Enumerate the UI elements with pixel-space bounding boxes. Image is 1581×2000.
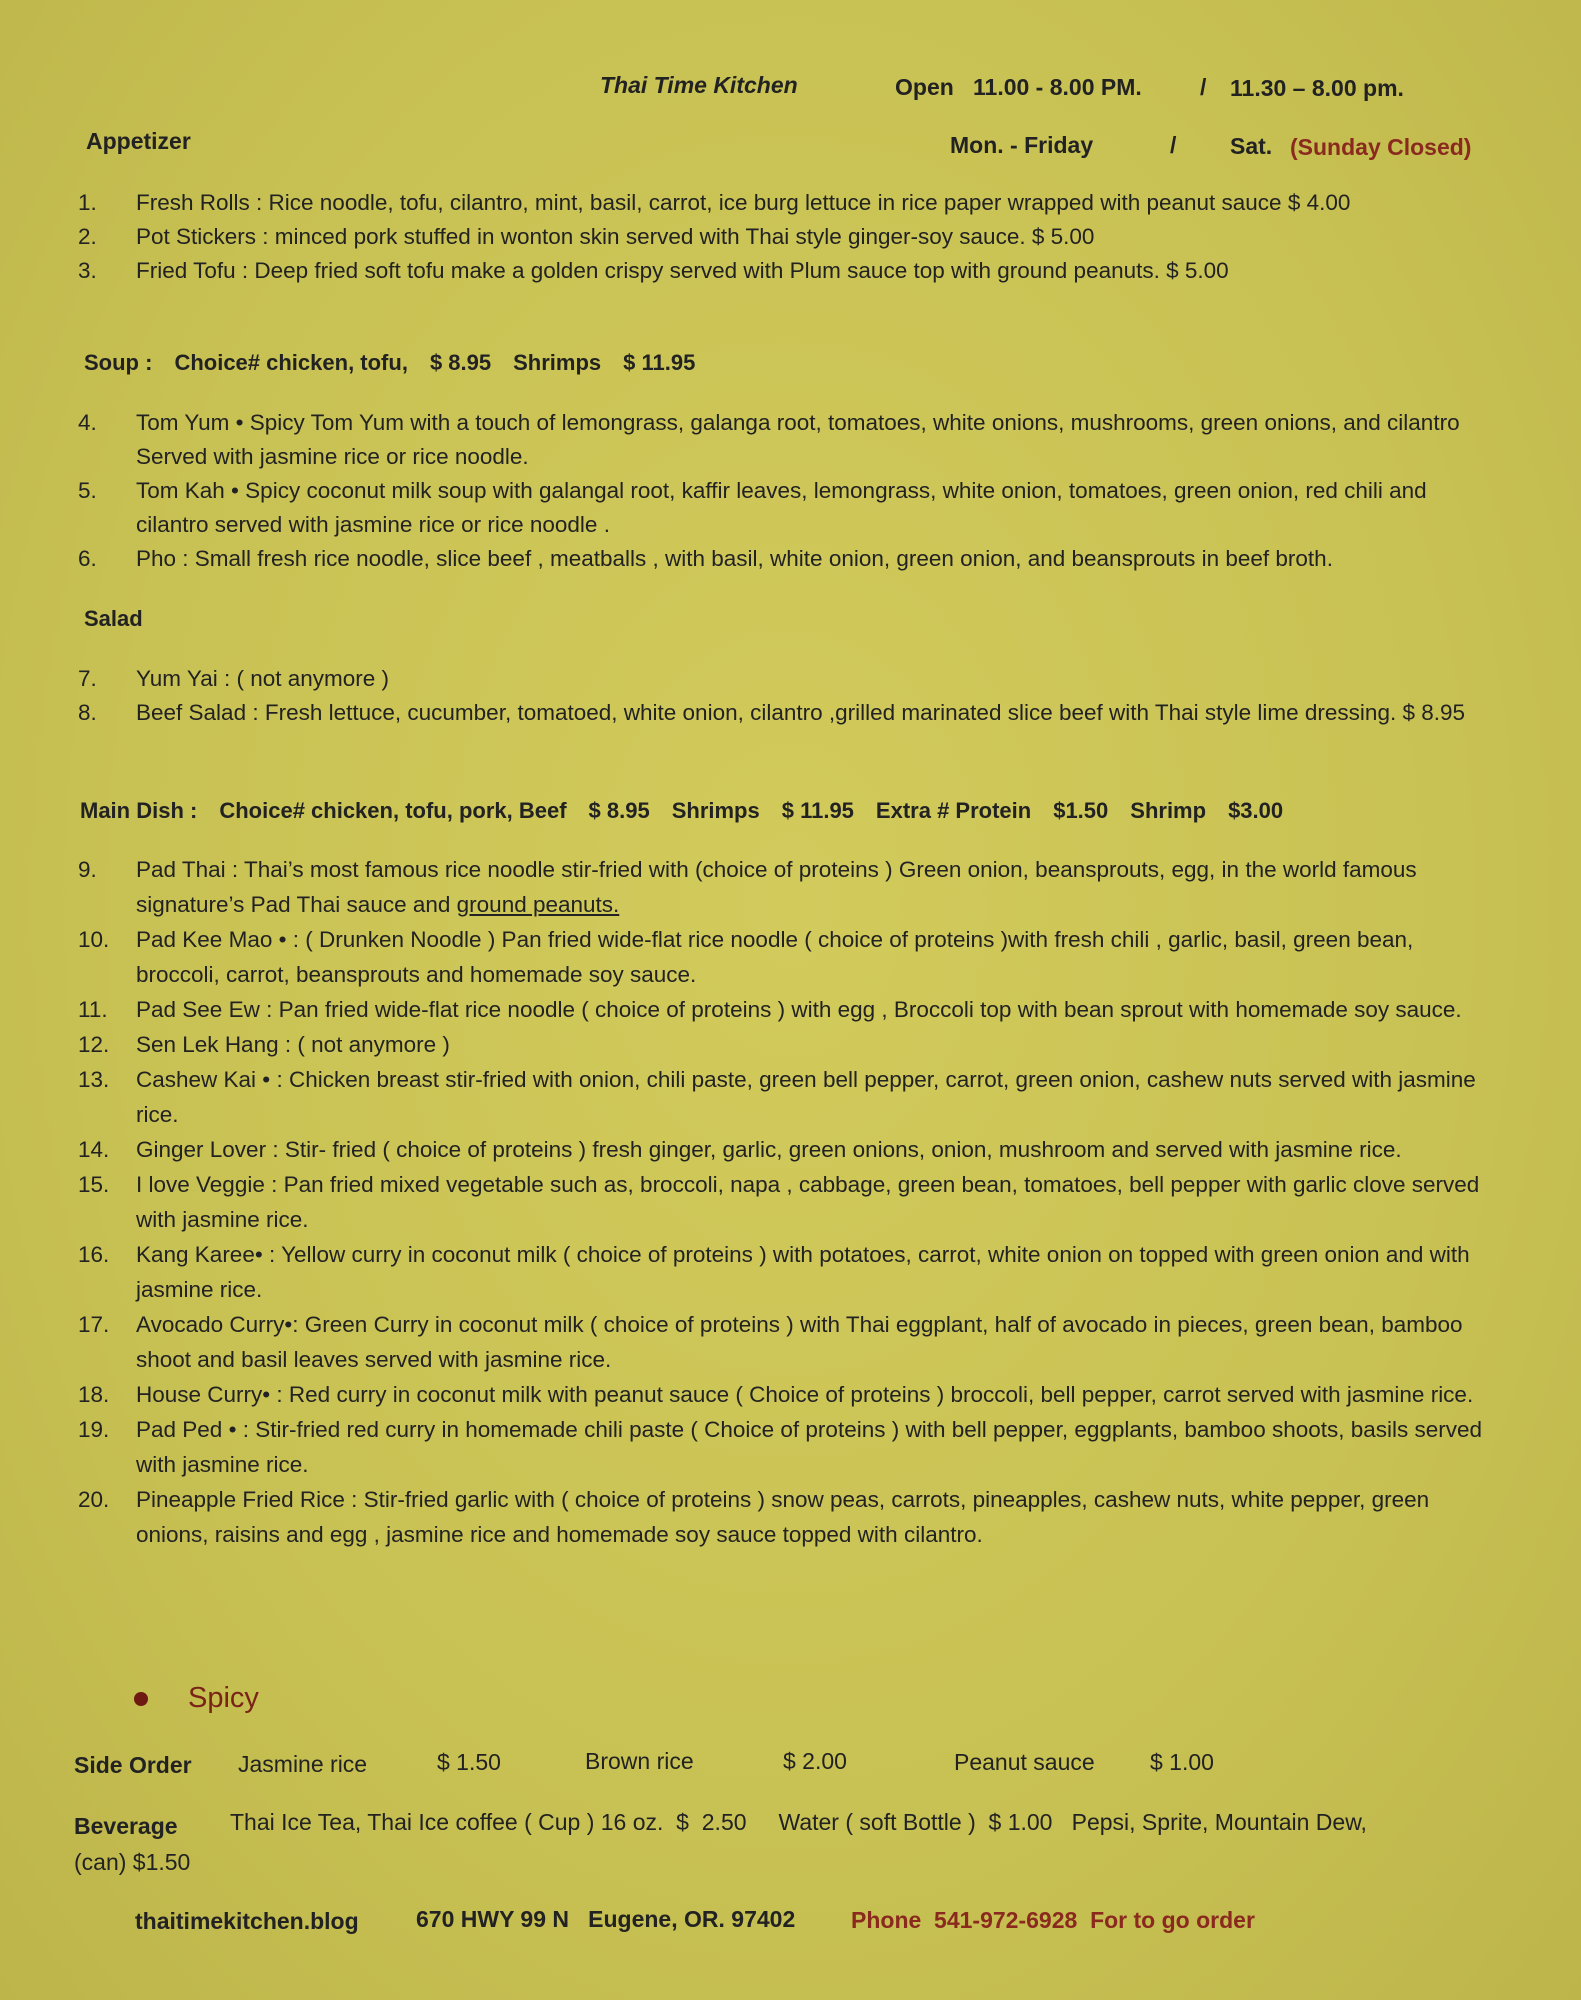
item-text: Tom Yum • Spicy Tom Yum with a touch of lemongrass, galanga root, tomatoes, white onions, mushrooms, green onions, and cilantro Served with jasmine rice or rice noodle.	[136, 410, 1460, 469]
item-text: Kang Karee• : Yellow curry in coconut milk ( choice of proteins ) with potatoes, carrot, white onion on topped with green onion and with jasmine rice.	[136, 1242, 1470, 1302]
pad-thai-text: Pad Thai : Thai’s most famous rice noodle stir-fried with (choice of proteins ) Green onion, beansprouts, egg, in the world famous signature’s Pad Thai sauce and	[136, 857, 1417, 917]
item-number: 19.	[78, 1417, 110, 1442]
open-label: Open	[895, 74, 954, 100]
main-dish-list	[78, 852, 1498, 1552]
item-number: 16.	[78, 1242, 110, 1267]
beverage-line-2: (can) $1.50	[74, 1849, 191, 1875]
item-text: House Curry• : Red curry in coconut milk with peanut sauce ( Choice of proteins ) broccoli, bell pepper, carrot served with jasmine rice.	[136, 1382, 1474, 1407]
soup-list	[78, 406, 1498, 576]
list-item	[78, 1307, 1498, 1377]
list-item	[78, 186, 1498, 220]
item-text: Pad See Ew : Pan fried wide-flat rice noodle ( choice of proteins ) with egg , Broccoli top with bean sprout with homemade soy sauce.	[136, 997, 1462, 1022]
list-item	[78, 1027, 1498, 1062]
main-title: Main Dish :	[80, 798, 198, 823]
list-item	[78, 406, 1498, 474]
main-choice: Choice# chicken, tofu, pork, Beef	[219, 798, 567, 823]
item-text: Fried Tofu : Deep fried soft tofu make a golden crispy served with Plum sauce top with ground peanuts. $ 5.00	[136, 258, 1229, 283]
main-extra-label: Extra # Protein	[875, 798, 1032, 823]
side-peanut-price: $ 1.00	[1150, 1749, 1214, 1775]
beverage-title: Beverage	[74, 1813, 178, 1839]
soup-shrimp-label: Shrimps	[513, 350, 602, 375]
main-extra-shrimp-label: Shrimp	[1130, 798, 1207, 823]
item-text: Fresh Rolls : Rice noodle, tofu, cilantro, mint, basil, carrot, ice burg lettuce in rice paper wrapped with peanut sauce $ 4.00	[136, 190, 1351, 215]
main-price: $ 8.95	[588, 798, 650, 823]
restaurant-name: Thai Time Kitchen	[600, 72, 798, 98]
item-text: Pad Ped • : Stir-fried red curry in homemade chili paste ( Choice of proteins ) with bell pepper, eggplants, bamboo shoots, basils served with jasmine rice.	[136, 1417, 1483, 1477]
item-number: 1.	[78, 190, 97, 215]
item-number: 7.	[78, 666, 97, 691]
days-saturday: Sat.	[1230, 133, 1273, 159]
appetizer-title: Appetizer	[86, 128, 191, 154]
footer-phone: Phone 541-972-6928 For to go order	[851, 1907, 1255, 1933]
item-number: 2.	[78, 224, 97, 249]
item-text: Yum Yai : ( not anymore )	[136, 666, 390, 691]
appetizer-list	[78, 186, 1498, 288]
item-text: Pho : Small fresh rice noodle, slice beef , meatballs , with basil, white onion, green onion, and beansprouts in beef broth.	[136, 546, 1333, 571]
list-item	[78, 662, 1498, 696]
item-text: Beef Salad : Fresh lettuce, cucumber, tomatoed, white onion, cilantro ,grilled marinated slice beef with Thai style lime dressing. $ 8.95	[136, 700, 1466, 725]
list-item	[78, 474, 1498, 542]
item-number: 8.	[78, 700, 97, 725]
item-number: 11.	[78, 997, 108, 1022]
pad-thai-underlined: ground peanuts.	[456, 892, 620, 917]
days-weekday: Mon. - Friday	[950, 132, 1094, 158]
list-item	[78, 1167, 1498, 1237]
hours-weekday: 11.00 - 8.00 PM.	[973, 74, 1142, 100]
spicy-legend	[134, 1682, 259, 1715]
list-item	[78, 1132, 1498, 1167]
item-number: 12.	[78, 1032, 110, 1057]
item-number: 20.	[78, 1487, 110, 1512]
soup-choice: Choice# chicken, tofu,	[174, 350, 408, 375]
item-text: Tom Kah • Spicy coconut milk soup with galangal root, kaffir leaves, lemongrass, white onion, tomatoes, green onion, red chili and cilantro served with jasmine rice or rice noodle .	[136, 478, 1427, 537]
sunday-closed: (Sunday Closed)	[1290, 134, 1472, 160]
item-text: Sen Lek Hang : ( not anymore )	[136, 1032, 450, 1057]
main-shrimp-label: Shrimps	[671, 798, 760, 823]
salad-title: Salad	[84, 606, 143, 631]
footer-address: 670 HWY 99 N Eugene, OR. 97402	[416, 1906, 796, 1932]
item-number: 4.	[78, 410, 97, 435]
item-number: 6.	[78, 546, 97, 571]
soup-shrimp-price: $ 11.95	[623, 350, 696, 375]
side-jasmine: Jasmine rice	[238, 1751, 368, 1777]
side-jasmine-price: $ 1.50	[437, 1749, 501, 1775]
soup-price: $ 8.95	[429, 350, 492, 375]
item-text: I love Veggie : Pan fried mixed vegetable such as, broccoli, napa , cabbage, green bean, tomatoes, bell pepper with garlic clove served with jasmine rice.	[136, 1172, 1480, 1232]
side-peanut: Peanut sauce	[954, 1749, 1095, 1775]
item-number: 18.	[78, 1382, 110, 1407]
soup-header	[84, 350, 717, 376]
main-extra-shrimp-price: $3.00	[1228, 798, 1284, 823]
item-number: 5.	[78, 478, 97, 503]
item-text: Avocado Curry•: Green Curry in coconut milk ( choice of proteins ) with Thai eggplant, half of avocado in pieces, green bean, bamboo shoot and basil leaves served with jasmine rice.	[136, 1312, 1463, 1372]
list-item	[78, 1482, 1498, 1552]
salad-list	[78, 662, 1498, 730]
item-text: Pineapple Fried Rice : Stir-fried garlic with ( choice of proteins ) snow peas, carrots, pineapples, cashew nuts, white pepper, green onions, raisins and egg , jasmine rice and homemade soy sauce topped with cilantro.	[136, 1487, 1430, 1547]
list-item	[78, 1062, 1498, 1132]
list-item	[78, 542, 1498, 576]
item-number: 17.	[78, 1312, 110, 1337]
item-text	[136, 852, 1498, 922]
days-separator: /	[1170, 132, 1177, 158]
item-text: Pot Stickers : minced pork stuffed in wonton skin served with Thai style ginger-soy sauce. $ 5.00	[136, 224, 1095, 249]
soup-title: Soup :	[84, 350, 153, 375]
hours-separator: /	[1200, 74, 1207, 100]
list-item	[78, 1237, 1498, 1307]
list-item	[78, 220, 1498, 254]
list-item	[78, 1412, 1498, 1482]
list-item	[78, 696, 1498, 730]
side-brown: Brown rice	[585, 1748, 694, 1774]
side-brown-price: $ 2.00	[783, 1748, 847, 1774]
list-item	[78, 992, 1498, 1027]
list-item	[78, 254, 1498, 288]
main-extra-price: $1.50	[1053, 798, 1109, 823]
footer-website: thaitimekitchen.blog	[135, 1908, 359, 1934]
side-order-title: Side Order	[74, 1752, 192, 1778]
item-number: 10.	[78, 927, 110, 952]
item-number: 15.	[78, 1172, 110, 1197]
item-text: Cashew Kai • : Chicken breast stir-fried with onion, chili paste, green bell pepper, carrot, green onion, cashew nuts served with jasmine rice.	[136, 1067, 1476, 1127]
item-number: 3.	[78, 258, 97, 283]
spicy-label: Spicy	[188, 1682, 259, 1714]
spicy-bullet-icon	[134, 1692, 148, 1706]
beverage-line-1: Thai Ice Tea, Thai Ice coffee ( Cup ) 16 oz. $ 2.50 Water ( soft Bottle ) $ 1.00 Pepsi, Sprite, Mountain Dew,	[230, 1809, 1367, 1835]
item-number: 13.	[78, 1067, 110, 1092]
main-shrimp-price: $ 11.95	[781, 798, 854, 823]
item-text: Pad Kee Mao • : ( Drunken Noodle ) Pan fried wide-flat rice noodle ( choice of proteins )with fresh chili , garlic, basil, green bean, broccoli, carrot, beansprouts and homemade soy sauce.	[136, 927, 1414, 987]
item-number: 9.	[78, 857, 97, 882]
main-header	[80, 798, 1305, 824]
list-item	[78, 922, 1498, 992]
list-item	[78, 1377, 1498, 1412]
hours-saturday: 11.30 – 8.00 pm.	[1230, 75, 1404, 101]
item-text: Ginger Lover : Stir- fried ( choice of proteins ) fresh ginger, garlic, green onions, onion, mushroom and served with jasmine rice.	[136, 1137, 1402, 1162]
list-item	[78, 852, 1498, 922]
item-number: 14.	[78, 1137, 110, 1162]
